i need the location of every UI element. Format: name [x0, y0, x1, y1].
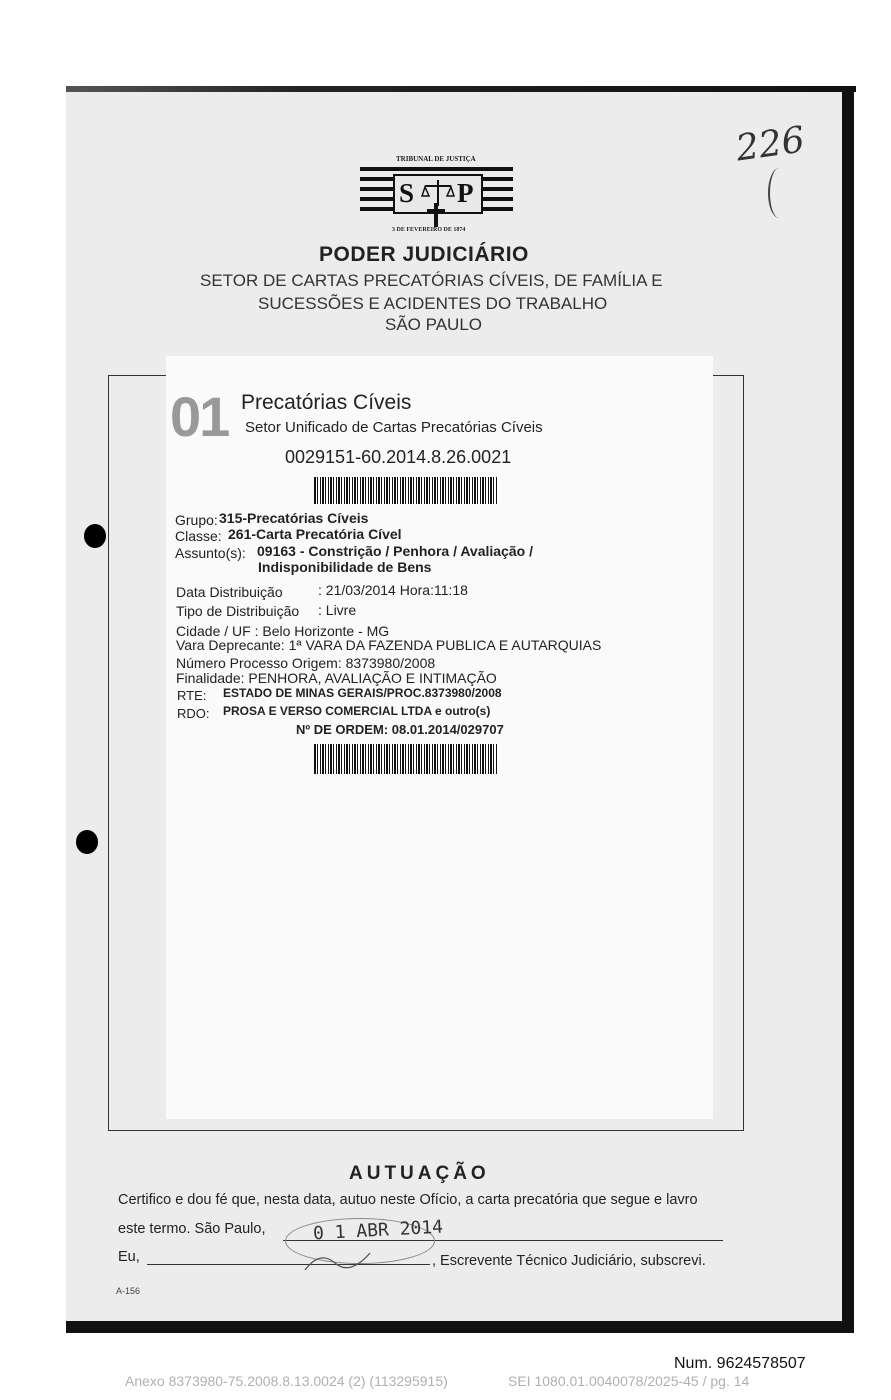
- grupo-value: 315-Precatórias Cíveis: [219, 510, 369, 526]
- rdo-value: PROSA E VERSO COMERCIAL LTDA e outro(s): [223, 704, 491, 718]
- grupo-label: Grupo:: [175, 512, 218, 528]
- footer-anexo: Anexo 8373980-75.2008.8.13.0024 (2) (113295915): [125, 1373, 448, 1389]
- tipo-distribuicao-label: Tipo de Distribuição: [176, 603, 300, 619]
- assunto-value-1: 09163 - Constrição / Penhora / Avaliação /: [257, 543, 533, 559]
- rdo-label: RDO:: [177, 706, 210, 721]
- header-line-1: SETOR DE CARTAS PRECATÓRIAS CÍVEIS, DE FAMÍLIA E: [200, 271, 663, 290]
- cidade-uf: Cidade / UF : Belo Horizonte - MG: [176, 623, 390, 639]
- assunto-value-2: Indisponibilidade de Bens: [258, 559, 432, 575]
- header-line-2: SUCESSÕES E ACIDENTES DO TRABALHO: [258, 294, 608, 313]
- footer-num: Num. 9624578507: [674, 1355, 806, 1372]
- process-barcode: [314, 477, 498, 504]
- autuacao-line-3-start: Eu,: [118, 1249, 140, 1265]
- autuacao-line-2: este termo. São Paulo,: [118, 1221, 266, 1237]
- data-distribuicao-value: : 21/03/2014 Hora:11:18: [318, 582, 468, 598]
- distribution-label: [166, 356, 713, 1119]
- handwritten-stroke: [768, 168, 790, 218]
- date-stamp: 0 1 ABR 2014: [312, 1216, 444, 1245]
- page-top-edge: [66, 86, 856, 92]
- ordem-barcode: [314, 744, 498, 774]
- autuacao-line-1: Certifico e dou fé que, nesta data, autuo neste Ofício, a carta precatória que segue e lavro: [118, 1192, 698, 1208]
- tipo-distribuicao-value: : Livre: [318, 602, 357, 618]
- label-number: 01: [170, 385, 229, 448]
- seal-top-text: TRIBUNAL DE JUSTIÇA: [396, 155, 476, 163]
- page-title: PODER JUDICIÁRIO: [319, 243, 529, 266]
- header-line-3: SÃO PAULO: [385, 315, 482, 334]
- data-distribuicao-label: Data Distribuição: [176, 584, 283, 600]
- signature-line: [147, 1264, 430, 1265]
- classe-label: Classe:: [175, 528, 222, 544]
- cross-icon: [425, 203, 447, 227]
- form-code: A-156: [116, 1286, 141, 1296]
- assunto-label: Assunto(s):: [175, 545, 246, 561]
- finalidade: Finalidade: PENHORA, AVALIAÇÃO E INTIMAÇÃO: [176, 670, 497, 686]
- seal-date-text: 3 DE FEVEREIRO DE 1874: [392, 227, 466, 233]
- vara-deprecante: Vara Deprecante: 1ª VARA DA FAZENDA PUBLICA E AUTARQUIAS: [176, 637, 602, 653]
- rte-label: RTE:: [177, 688, 207, 703]
- footer-sei: SEI 1080.01.0040078/2025-45 / pg. 14: [508, 1373, 750, 1389]
- autuacao-line-3-end: , Escrevente Técnico Judiciário, subscrevi.: [432, 1253, 706, 1269]
- numero-processo-origem: Número Processo Origem: 8373980/2008: [176, 655, 436, 671]
- process-number: 0029151-60.2014.8.26.0021: [285, 447, 512, 467]
- punch-hole: [84, 524, 106, 548]
- autuacao-title: AUTUAÇÃO: [349, 1163, 490, 1184]
- classe-value: 261-Carta Precatória Cível: [228, 526, 402, 542]
- label-title: Precatórias Cíveis: [241, 391, 412, 414]
- ordem-number: Nº DE ORDEM: 08.01.2014/029707: [296, 722, 504, 737]
- label-subtitle: Setor Unificado de Cartas Precatórias Cíveis: [245, 419, 543, 436]
- seal-letter-s: S: [399, 178, 415, 208]
- seal-letter-p: P: [457, 178, 474, 208]
- punch-hole: [76, 830, 98, 854]
- rte-value: ESTADO DE MINAS GERAIS/PROC.8373980/2008: [223, 686, 502, 700]
- signature-scribble: [300, 1245, 380, 1275]
- handwritten-page-number: 226: [733, 119, 808, 170]
